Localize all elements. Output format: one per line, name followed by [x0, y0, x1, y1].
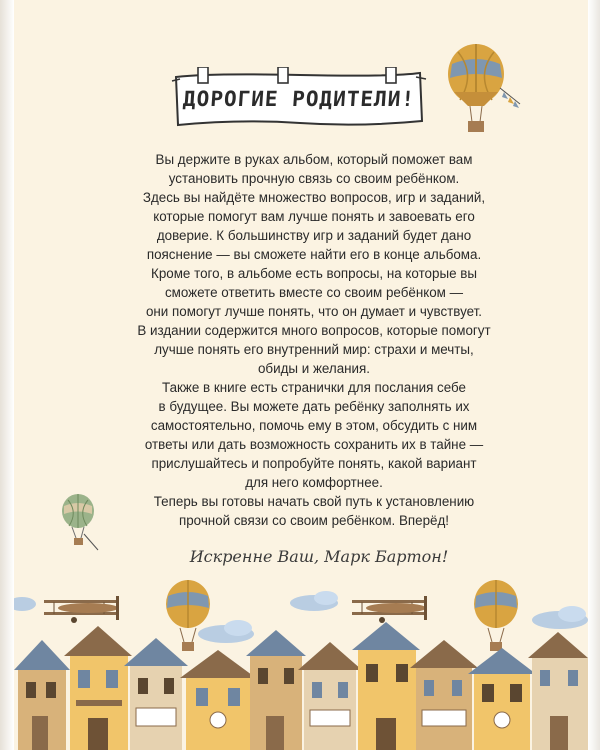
- body-line: прочной связи со своим ребёнком. Вперёд!: [178, 513, 450, 528]
- body-line: В издании содержится много вопросов, которые помогут: [137, 323, 491, 338]
- body-line: прислушайтесь и попробуйте понять, какой вариант: [151, 456, 477, 471]
- signature: Искренне Ваш, Марк Бартон!: [189, 547, 449, 566]
- body-line: доверие. К большинству игр и заданий будет дано: [156, 228, 472, 243]
- cloud-icon: [14, 597, 36, 611]
- body-line: в будущее. Вы можете дать ребёнку заполнять их: [158, 399, 470, 414]
- body-text: [54, 150, 574, 530]
- body-line: самостоятельно, помочь ему в этом, обсудить с ним: [150, 418, 478, 433]
- house-icon: [180, 650, 256, 750]
- body-line: сможете ответить вместе со своим ребёнком —: [164, 285, 464, 300]
- house-icon: [352, 622, 420, 750]
- body-line: Кроме того, в альбоме есть вопросы, на которые вы: [151, 266, 477, 281]
- house-icon: [124, 638, 188, 750]
- scan-right-edge: [588, 0, 600, 750]
- body-line: лучше понять его внутренний мир: страхи и мечты,: [154, 342, 474, 357]
- body-line: Вы держите в руках альбом, который поможет вам: [155, 152, 473, 167]
- house-icon: [298, 642, 362, 750]
- small-balloon-icon: [60, 494, 100, 552]
- house-icon: [64, 626, 132, 750]
- house-icon: [528, 632, 588, 750]
- biplane-icon: [44, 596, 119, 623]
- body-line: они помогут лучше понять, что он думает и чувствует.: [145, 304, 483, 319]
- house-icon: [246, 630, 306, 750]
- body-line: пояснение — вы сможете найти его в конце альбома.: [146, 247, 482, 262]
- title-banner: [170, 67, 428, 131]
- body-line: ответы или дать возможность сохранить их в тайне —: [144, 437, 484, 452]
- cloud-icon: [532, 606, 588, 629]
- hot-air-balloon-icon: [166, 580, 210, 651]
- cloud-icon: [290, 591, 338, 611]
- body-line: Теперь вы готовы начать свой путь к установлению: [153, 494, 475, 509]
- hot-air-balloon-icon: [474, 580, 518, 651]
- body-line: Также в книге есть странички для послания себе: [162, 380, 466, 395]
- hot-air-balloon-icon: [444, 44, 522, 136]
- house-icon: [468, 648, 536, 750]
- body-line: для него комфортнее.: [245, 475, 383, 490]
- body-line: Здесь вы найдёте множество вопросов, игр и заданий,: [142, 190, 486, 205]
- scan-left-edge: [0, 0, 14, 750]
- body-line: которые помогут вам лучше понять и завоевать его: [153, 209, 475, 224]
- body-line: установить прочную связь со своим ребёнком.: [168, 171, 460, 186]
- house-icon: [14, 640, 70, 750]
- body-line: обиды и желания.: [257, 361, 371, 376]
- cloud-icon: [198, 620, 254, 643]
- house-icon: [410, 640, 478, 750]
- biplane-icon: [352, 596, 427, 623]
- book-page: [14, 0, 588, 750]
- page-title: ДОРОГИЕ РОДИТЕЛИ!: [182, 87, 416, 111]
- town-scene: [14, 570, 588, 750]
